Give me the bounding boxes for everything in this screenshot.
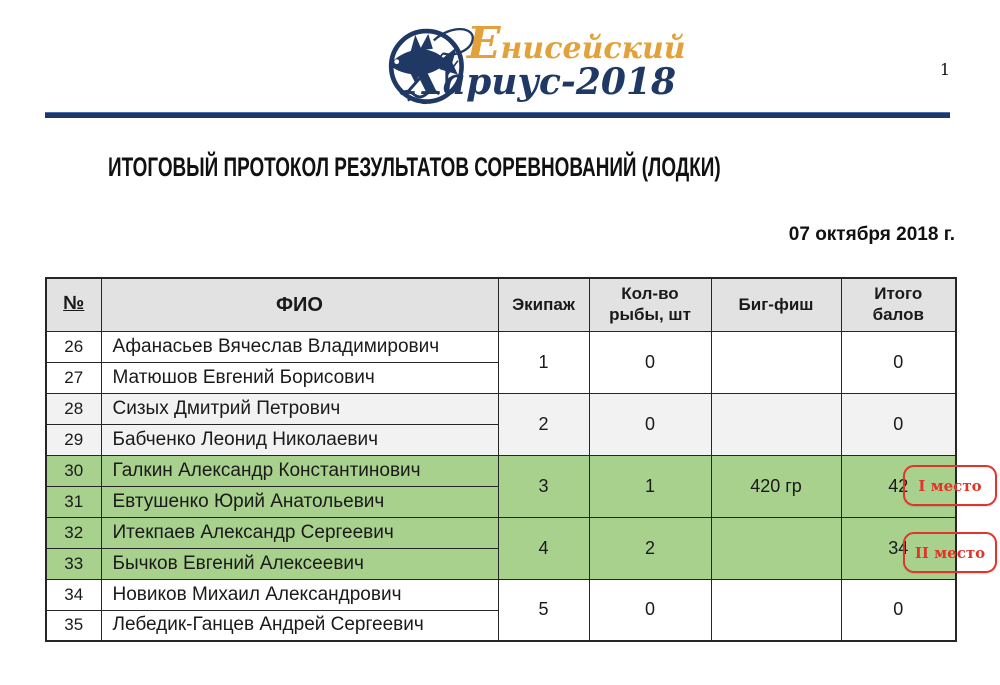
member-name-cell: Евтушенко Юрий Анатольевич <box>101 486 498 517</box>
big-fish-cell <box>711 579 841 641</box>
total-cell: 42 <box>841 455 956 517</box>
award-badge-first-place: I место <box>903 465 997 506</box>
member-name-cell: Сизых Дмитрий Петрович <box>101 393 498 424</box>
logo-text-line2: Хариус-2018 <box>404 47 677 106</box>
fish-count-cell: 0 <box>589 331 711 393</box>
total-cell: 0 <box>841 579 956 641</box>
table-row <box>46 393 956 424</box>
col-header-num: № <box>46 278 101 331</box>
member-name-cell: Матюшов Евгений Борисович <box>101 362 498 393</box>
big-fish-cell <box>711 517 841 579</box>
member-number-cell: 34 <box>46 579 101 610</box>
member-name-cell: Итекпаев Александр Сергеевич <box>101 517 498 548</box>
award-badge-second-place: II место <box>903 532 997 573</box>
table-row <box>46 517 956 548</box>
member-number-cell: 30 <box>46 455 101 486</box>
member-name-cell: Бычков Евгений Алексеевич <box>101 548 498 579</box>
protocol-date: 07 октября 2018 г. <box>788 224 955 245</box>
member-name-cell: Лебедик-Ганцев Андрей Сергеевич <box>101 610 498 641</box>
member-name-cell: Новиков Михаил Александрович <box>101 579 498 610</box>
table-row <box>46 331 956 362</box>
big-fish-cell <box>711 331 841 393</box>
fish-count-cell: 0 <box>589 393 711 455</box>
member-number-cell: 26 <box>46 331 101 362</box>
results-table <box>45 277 957 642</box>
big-fish-cell <box>711 393 841 455</box>
table-row <box>46 455 956 486</box>
fish-count-cell: 2 <box>589 517 711 579</box>
member-number-cell: 29 <box>46 424 101 455</box>
page-title: ИТОГОВЫЙ ПРОТОКОЛ РЕЗУЛЬТАТОВ СОРЕВНОВАНИЙ (ЛОДКИ) <box>108 152 721 182</box>
member-number-cell: 27 <box>46 362 101 393</box>
crew-cell: 3 <box>498 455 589 517</box>
col-header-total: Итого балов <box>841 278 956 331</box>
fish-count-cell: 0 <box>589 579 711 641</box>
crew-cell: 4 <box>498 517 589 579</box>
logo-text-line1: Енисейский <box>467 18 686 69</box>
header-divider-rule <box>45 112 950 118</box>
member-number-cell: 28 <box>46 393 101 424</box>
member-number-cell: 31 <box>46 486 101 517</box>
member-number-cell: 35 <box>46 610 101 641</box>
crew-cell: 5 <box>498 579 589 641</box>
fish-count-cell: 1 <box>589 455 711 517</box>
member-number-cell: 33 <box>46 548 101 579</box>
total-cell: 0 <box>841 393 956 455</box>
col-header-name: ФИО <box>101 278 498 331</box>
total-cell: 34 <box>841 517 956 579</box>
member-name-cell: Афанасьев Вячеслав Владимирович <box>101 331 498 362</box>
big-fish-cell: 420 гр <box>711 455 841 517</box>
crew-cell: 1 <box>498 331 589 393</box>
col-header-big-fish: Биг-фиш <box>711 278 841 331</box>
member-name-cell: Бабченко Леонид Николаевич <box>101 424 498 455</box>
col-header-fish-count: Кол-во рыбы, шт <box>589 278 711 331</box>
member-number-cell: 32 <box>46 517 101 548</box>
crew-cell: 2 <box>498 393 589 455</box>
total-cell: 0 <box>841 331 956 393</box>
header-row <box>46 278 956 331</box>
col-header-crew: Экипаж <box>498 278 589 331</box>
results-table-wrap <box>45 277 955 642</box>
member-name-cell: Галкин Александр Константинович <box>101 455 498 486</box>
table-row <box>46 579 956 610</box>
page-number: 1 <box>939 60 950 79</box>
